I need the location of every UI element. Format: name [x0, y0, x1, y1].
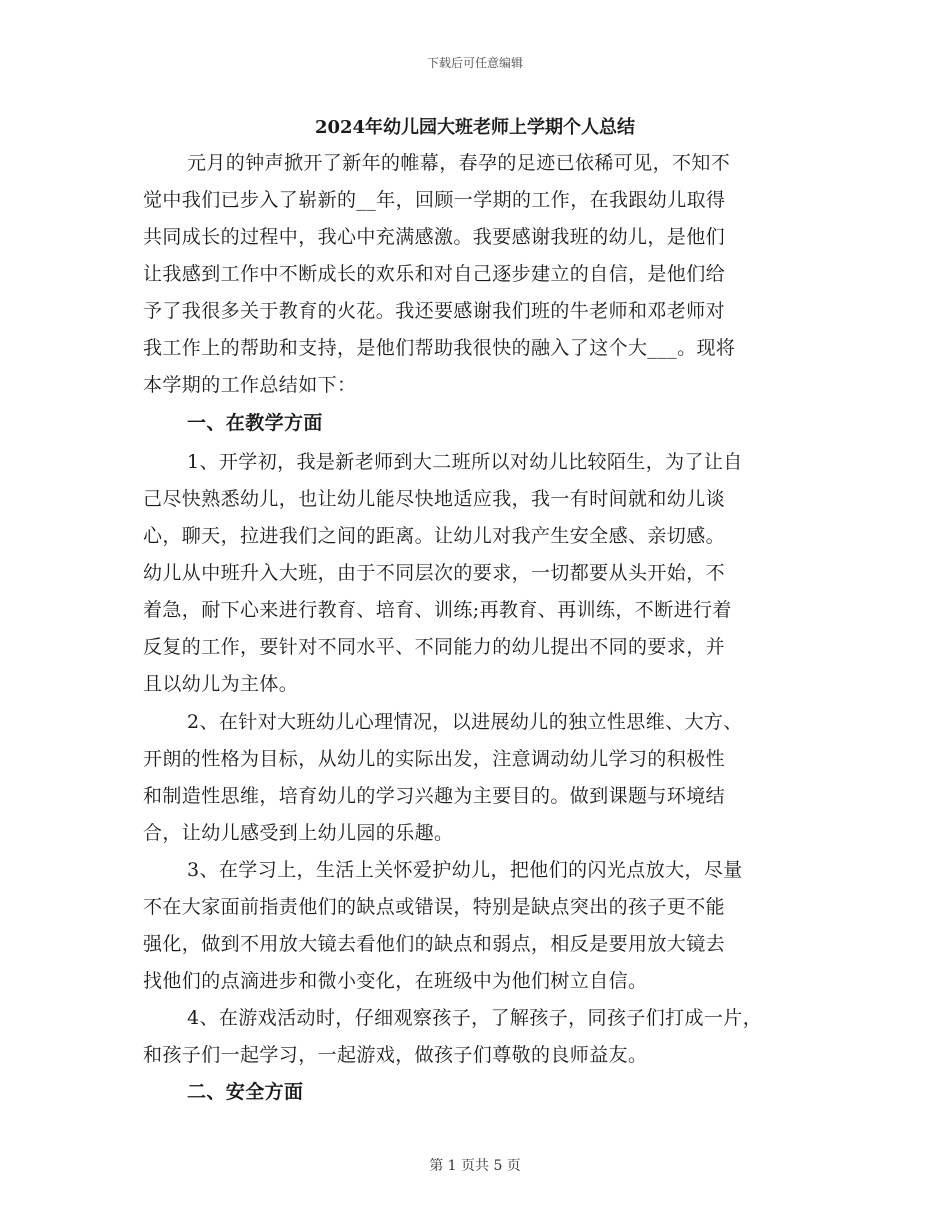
- paragraph-line: 着急，耐下心来进行教育、培育、训练;再教育、再训练，不断进行着: [143, 599, 732, 621]
- paragraph-line: 反复的工作，要针对不同水平、不同能力的幼儿提出不同的要求，并: [143, 636, 726, 658]
- paragraph-line: 且以幼儿为主体。: [143, 673, 299, 695]
- paragraph-line: 合，让幼儿感受到上幼儿园的乐趣。: [143, 822, 454, 844]
- paragraph-line: 4、在游戏活动时，仔细观察孩子，了解孩子，同孩子们打成一片，: [187, 1007, 763, 1029]
- paragraph-line: 共同成长的过程中，我心中充满感激。我要感谢我班的幼儿，是他们: [143, 226, 726, 248]
- paragraph-line: 己尽快熟悉幼儿，也让幼儿能尽快地适应我，我一有时间就和幼儿谈: [143, 488, 726, 510]
- document-title: 2024年幼儿园大班老师上学期个人总结: [314, 117, 636, 138]
- section-heading-teaching: 一、在教学方面: [187, 412, 323, 434]
- header-note: 下载后可任意编辑: [426, 56, 523, 70]
- paragraph-line: 找他们的点滴进步和微小变化，在班级中为他们树立自信。: [143, 970, 648, 992]
- paragraph-line: 予了我很多关于教育的火花。我还要感谢我们班的牛老师和邓老师对: [143, 300, 726, 322]
- paragraph-line: 幼儿从中班升入大班，由于不同层次的要求，一切都要从头开始，不: [143, 562, 726, 584]
- paragraph-line: 心，聊天，拉进我们之间的距离。让幼儿对我产生安全感、亲切感。: [143, 525, 726, 547]
- paragraph-line: 1、开学初，我是新老师到大二班所以对幼儿比较陌生，为了让自: [187, 451, 743, 473]
- paragraph-line: 觉中我们已步入了崭新的__年，回顾一学期的工作，在我跟幼儿取得: [143, 189, 726, 211]
- paragraph-line: 强化，做到不用放大镜去看他们的缺点和弱点，相反是要用放大镜去: [143, 933, 726, 955]
- paragraph-line: 我工作上的帮助和支持，是他们帮助我很快的融入了这个大___。现将: [143, 337, 736, 359]
- paragraph-line: 开朗的性格为目标，从幼儿的实际出发，注意调动幼儿学习的积极性: [143, 748, 726, 770]
- paragraph-line: 3、在学习上，生活上关怀爱护幼儿，把他们的闪光点放大，尽量: [187, 859, 743, 881]
- paragraph-line: 和孩子们一起学习，一起游戏，做孩子们尊敬的良师益友。: [143, 1044, 648, 1066]
- section-heading-safety: 二、安全方面: [187, 1081, 304, 1103]
- page-footer: 第 1 页共 5 页: [429, 1158, 521, 1174]
- paragraph-line: 和制造性思维，培育幼儿的学习兴趣为主要目的。做到课题与环境结: [143, 785, 726, 807]
- paragraph-line: 2、在针对大班幼儿心理情况，以进展幼儿的独立性思维、大方、: [187, 711, 743, 733]
- paragraph-line: 不在大家面前指责他们的缺点或错误，特别是缺点突出的孩子更不能: [143, 896, 726, 918]
- paragraph-line: 元月的钟声掀开了新年的帷幕，春孕的足迹已依稀可见，不知不: [187, 152, 731, 174]
- paragraph-line: 让我感到工作中不断成长的欢乐和对自己逐步建立的自信，是他们给: [143, 263, 726, 285]
- paragraph-line: 本学期的工作总结如下：: [143, 374, 357, 396]
